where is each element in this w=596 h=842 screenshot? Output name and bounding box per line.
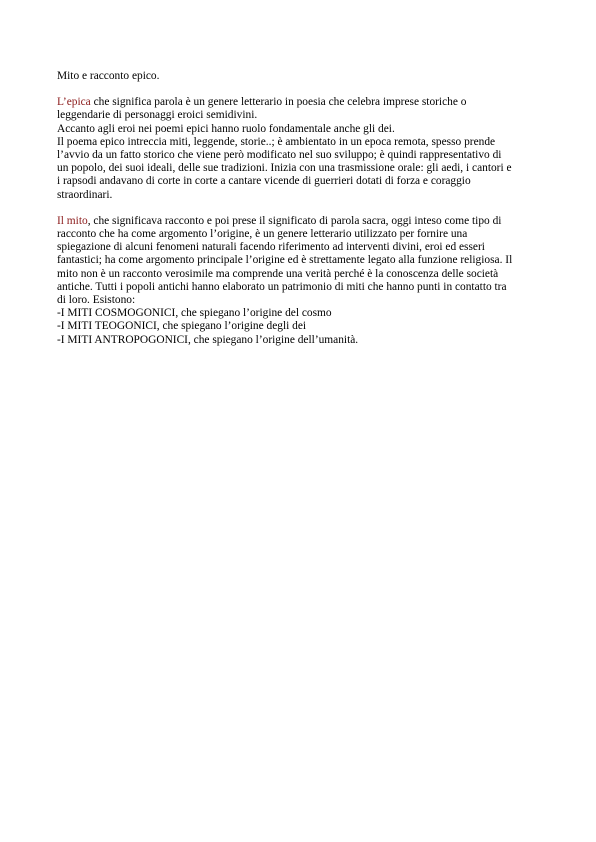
mito-line-1-text: , che significava racconto e poi prese il significato di parola sacra, oggi inteso come tipo di — [87, 214, 502, 227]
mito-line-3: spiegazione di alcuni fenomeni naturali facendo riferimento ad interventi divini, eroi ed esseri — [57, 241, 485, 254]
mito-line-7: di loro. Esistono: — [57, 294, 136, 307]
mito-line-6: antiche. Tutti i popoli antichi hanno elaborato un patrimonio di miti che hanno punti in contatto tra — [57, 280, 507, 293]
document-page — [57, 70, 547, 347]
mito-line-1 — [57, 215, 547, 228]
epica-line-2: leggendarie di personaggi eroici semidivini. — [57, 109, 258, 122]
mito-line-4: fantastici; ha come argomento principale l’origine ed è strettamente legato alla funzione religiosa. Il — [57, 254, 513, 267]
epica-line-3: Accanto agli eroi nei poemi epici hanno ruolo fondamentale anche gli dei. — [57, 122, 395, 135]
epica-line-4: Il poema epico intreccia miti, leggende, storie..; è ambientato in un epoca remota, spesso prende — [57, 135, 496, 148]
mito-term: Il mito — [57, 214, 88, 227]
epica-line-7: i rapsodi andavano di corte in corte a cantare vicende di guerrieri dotati di forza e coraggio — [57, 175, 471, 188]
epica-term: L’epica — [57, 96, 91, 109]
mito-list-item-antropogonici: -I MITI ANTROPOGONICI, che spiegano l’origine dell’umanità. — [57, 333, 359, 346]
epica-line-6: un popolo, dei suoi ideali, delle sue tradizioni. Inizia con una trasmissione orale: gli aedi, i cantori e — [57, 162, 512, 175]
epica-paragraph — [57, 96, 547, 202]
mito-paragraph — [57, 215, 547, 347]
mito-line-5: mito non è un racconto verosimile ma comprende una verità perché è la conoscenza delle società — [57, 267, 499, 280]
paragraph-spacer — [57, 202, 547, 215]
epica-line-5: l’avvio da un fatto storico che viene però modificato nel suo sviluppo; è quindi rappresentativo di — [57, 149, 502, 162]
epica-line-1 — [57, 96, 547, 109]
mito-line-2: racconto che ha come argomento l’origine, è un genere letterario utilizzato per fornire una — [57, 228, 468, 241]
epica-line-1-text: che significa parola è un genere letterario in poesia che celebra imprese storiche o — [90, 96, 467, 109]
document-title: Mito e racconto epico. — [57, 70, 160, 82]
mito-list-item-cosmogonici: -I MITI COSMOGONICI, che spiegano l’origine del cosmo — [57, 307, 332, 320]
epica-line-8: straordinari. — [57, 188, 113, 201]
paragraph-spacer — [57, 83, 547, 96]
mito-list-item-teogonici: -I MITI TEOGONICI, che spiegano l’origine degli dei — [57, 320, 307, 333]
